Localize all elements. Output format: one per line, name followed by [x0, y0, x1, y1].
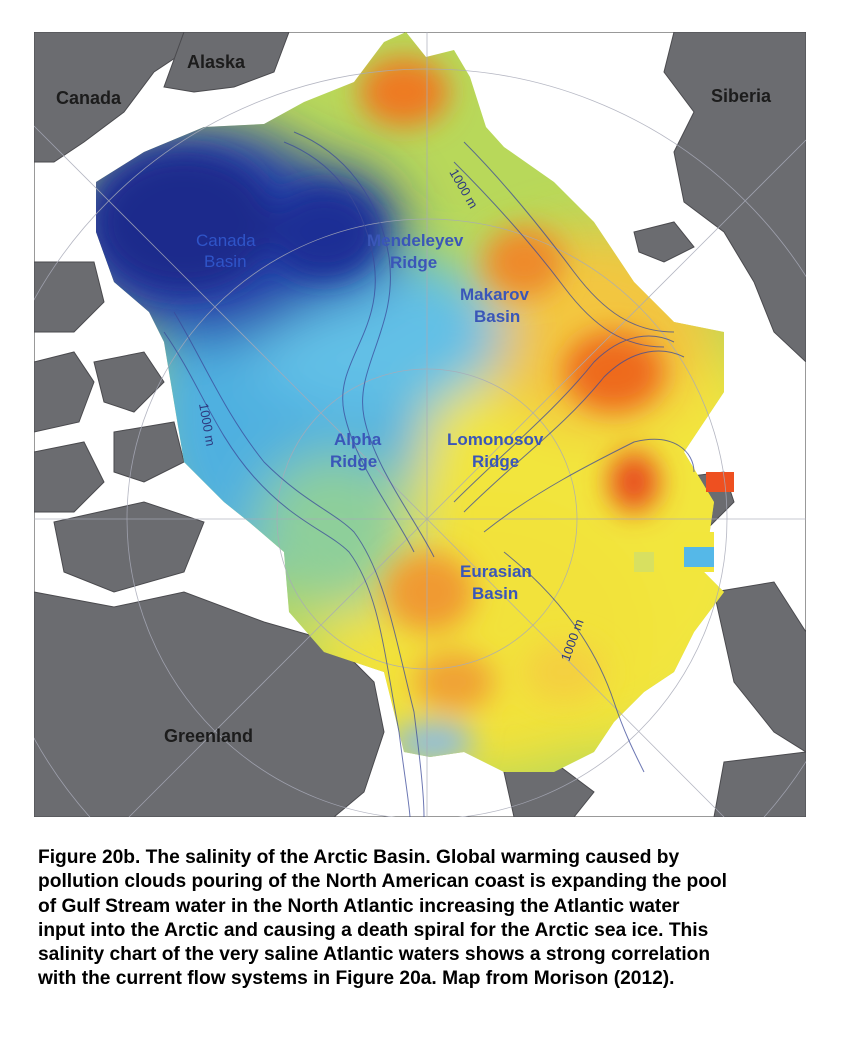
label-lomonosov-2: Ridge — [472, 452, 520, 471]
depth-label-1000m-left: 1000 m — [196, 401, 219, 448]
label-greenland: Greenland — [164, 726, 254, 746]
label-alpha-2: Ridge — [330, 452, 378, 471]
label-mendeleyev-2: Ridge — [390, 253, 438, 272]
label-mendeleyev-1: Mendeleyev — [367, 231, 464, 250]
caption-line: pollution clouds pouring of the North American coast is expanding the pool — [38, 871, 727, 893]
arctic-salinity-map — [34, 32, 806, 817]
depth-label-1000m-right: 1000 m — [557, 617, 587, 664]
caption-line: input into the Arctic and causing a death spiral for the Arctic sea ice. This — [38, 919, 709, 941]
label-canada-basin-1: Canada — [196, 231, 256, 250]
label-canada-basin-2: Basin — [204, 252, 247, 271]
label-alaska: Alaska — [187, 52, 246, 72]
caption-line: Figure 20b. The salinity of the Arctic Basin. Global warming caused by — [38, 847, 680, 868]
label-lomonosov-1: Lomonosov — [447, 430, 544, 449]
label-siberia: Siberia — [711, 86, 772, 106]
label-eurasian-2: Basin — [472, 584, 519, 603]
depth-label-1000m-top: 1000 m — [446, 166, 482, 212]
figure-caption — [38, 846, 808, 992]
land-east-d — [714, 752, 806, 817]
caption-line: salinity chart of the very saline Atlantic waters shows a strong correlation — [38, 944, 711, 966]
label-makarov-2: Basin — [474, 307, 521, 326]
label-alpha-1: Alpha — [334, 430, 382, 449]
label-eurasian-1: Eurasian — [460, 562, 532, 581]
label-makarov-1: Makarov — [460, 285, 529, 304]
label-canada: Canada — [56, 88, 122, 108]
caption-line: with the current flow systems in Figure 20a. Map from Morison (2012). — [38, 968, 675, 990]
caption-line: of Gulf Stream water in the North Atlantic increasing the Atlantic water — [38, 895, 680, 917]
